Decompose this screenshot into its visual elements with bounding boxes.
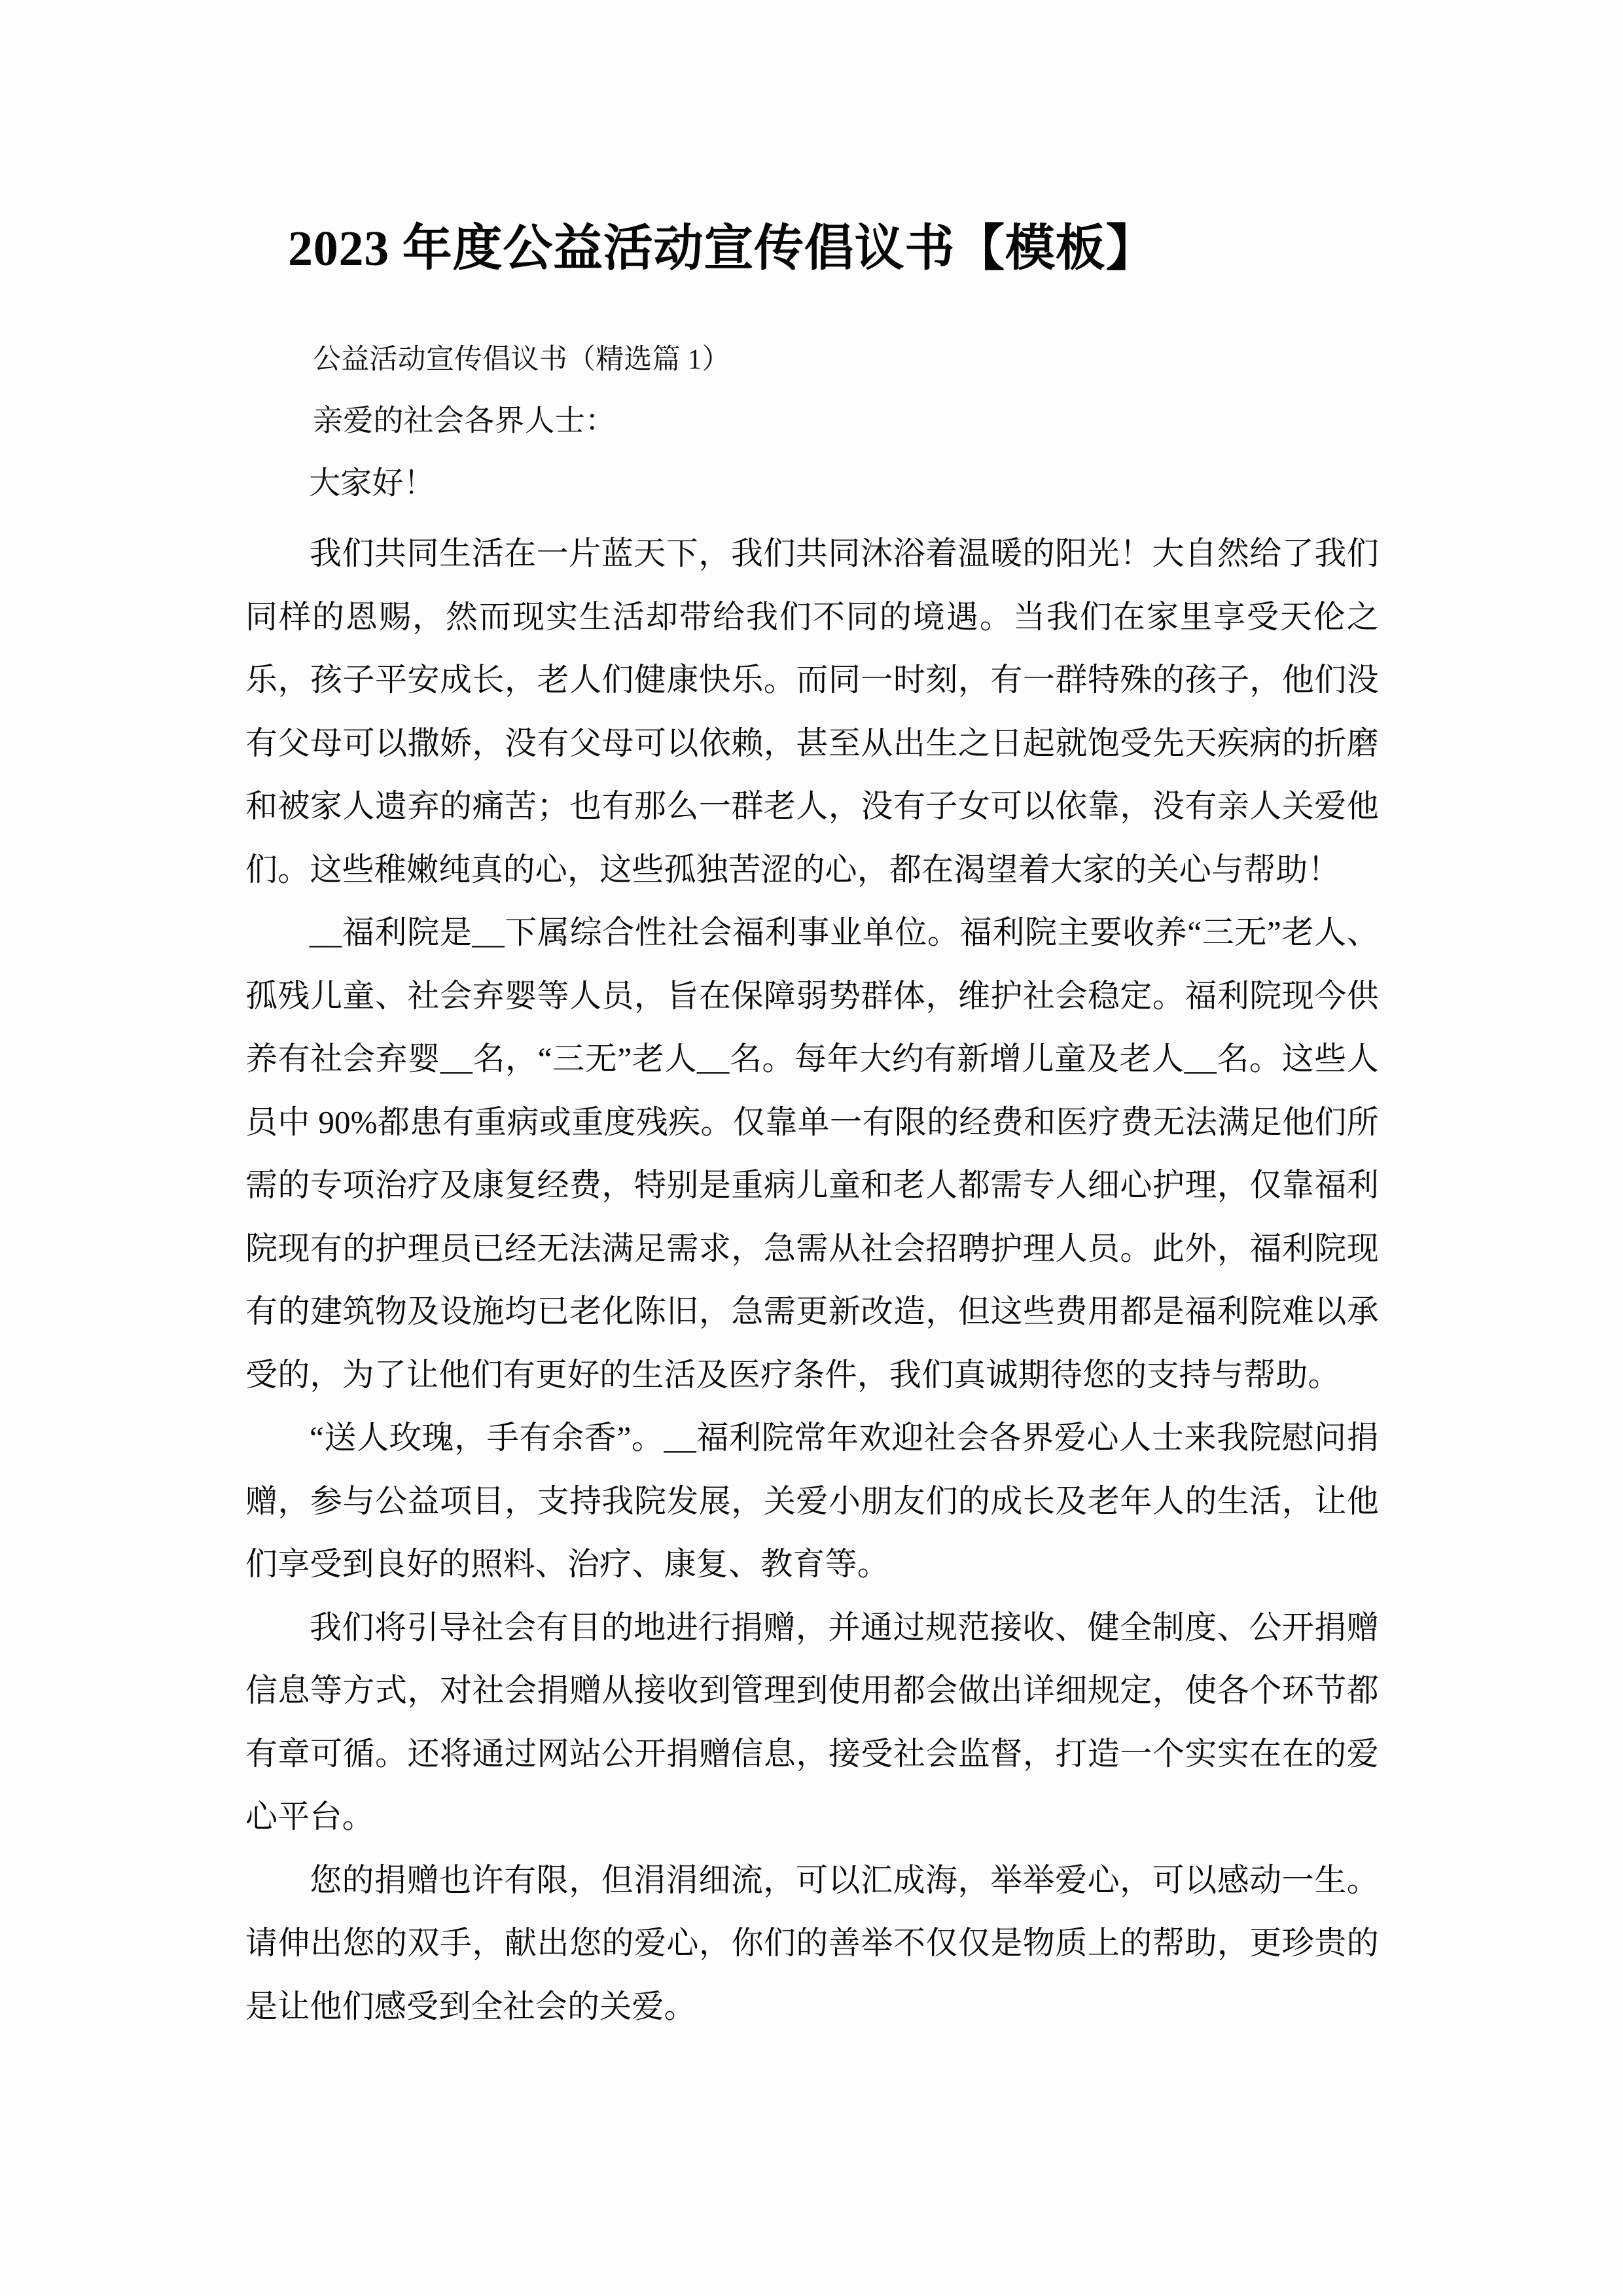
body-paragraph-1: 我们共同生活在一片蓝天下，我们共同沐浴着温暖的阳光！大自然给了我们同样的恩赐，然而现实生活却带给我们不同的境遇。当我们在家里享受天伦之乐，孩子平安成长，老人们健康快乐。而同一时刻，有一群特殊的孩子，他们没有父母可以撒娇，没有父母可以依赖，甚至从出生之日起就饱受先天疾病的折磨和被家人遗弃的痛苦；也有那么一群老人，没有子女可以依靠，没有亲人关爱他们。这些稚嫩纯真的心，这些孤独苦涩的心，都在渴望着大家的关心与帮助！ <box>245 535 1379 888</box>
greeting-line: 大家好！ <box>309 466 435 501</box>
body-paragraph-3: “送人玫瑰，手有余香”。__福利院常年欢迎社会各界爱心人士来我院慰问捐赠，参与公益项目，支持我院发展，关爱小朋友们的成长及老年人的生活，让他们享受到良好的照料、治疗、康复、教育等。 <box>245 1420 1379 1582</box>
body-paragraph-2: __福利院是__下属综合性社会福利事业单位。福利院主要收养“三无”老人、孤残儿童、社会弃婴等人员，旨在保障弱势群体，维护社会稳定。福利院现今供养有社会弃婴__名，“三无”老人__名。每年大约有新增儿童及老人__名。这些人员中 90%都患有重病或重度残疾。仅靠单一有限的经费和医疗费无法满足他们所需的专项治疗及康复经费，特别是重病儿童和老人都需专人细心护理，仅靠福利院现有的护理员已经无法满足需求，急需从社会招聘护理人员。此外，福利院现有的建筑物及设施均已老化陈旧，急需更新改造，但这些费用都是福利院难以承受的，为了让他们有更好的生活及医疗条件，我们真诚期待您的支持与帮助。 <box>245 914 1379 1393</box>
document-subheading: 公益活动宣传倡议书（精选篇 1） <box>313 344 730 375</box>
spacer <box>245 515 1379 519</box>
salutation-line: 亲爱的社会各界人士： <box>313 404 616 437</box>
body-paragraph-5: 您的捐赠也许有限，但涓涓细流，可以汇成海，举举爱心，可以感动一生。请伸出您的双手，献出您的爱心，你们的善举不仅仅是物质上的帮助，更珍贵的是让他们感受到全社会的关爱。 <box>245 1861 1379 2024</box>
document-body <box>245 331 1379 2038</box>
page-title: 2023 年度公益活动宣传倡议书【模板】 <box>288 221 1156 276</box>
body-paragraph-4: 我们将引导社会有目的地进行捐赠，并通过规范接收、健全制度、公开捐赠信息等方式，对社会捐赠从接收到管理到使用都会做出详细规定，使各个环节都有章可循。还将通过网站公开捐赠信息，接受社会监督，打造一个实实在在的爱心平台。 <box>245 1609 1379 1835</box>
